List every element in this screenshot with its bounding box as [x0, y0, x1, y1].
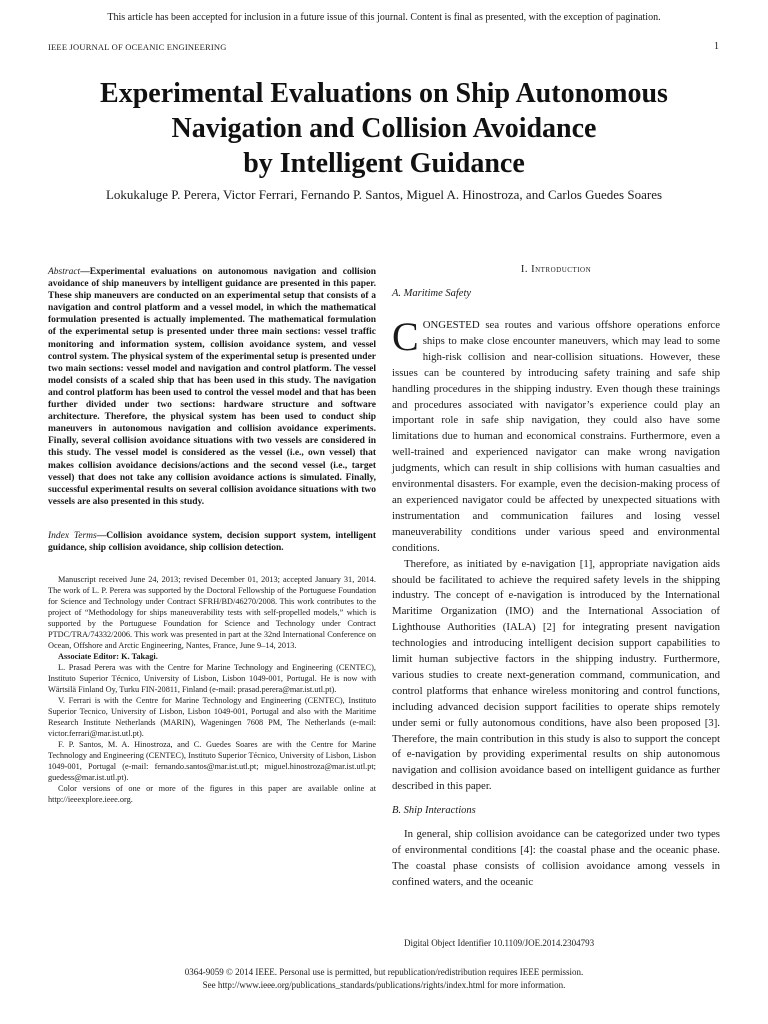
doi: Digital Object Identifier 10.1109/JOE.2014.2304793: [404, 938, 595, 948]
paper-title: [40, 76, 728, 181]
index-terms: [48, 530, 376, 554]
ferrari-affiliation: V. Ferrari is with the Centre for Marine Technology and Engineering (CENTEC), Instituto Superior Tecnico, University of Lisbon, Lisbon 1049-001, Portugal and also with the Maritime Research Institute Netherlands (MARIN), Wageningen 7608 PM, The Netherlands (e-mail: victor.ferrari@mar.ist.utl.pt).: [48, 696, 376, 739]
color-figures-note: Color versions of one or more of the figures in this paper are available online at http://ieeexplore.ieee.org.: [48, 784, 376, 805]
intro-paragraph-3: In general, ship collision avoidance can be categorized under two types of environmental conditions [4]: the coastal phase and the oceanic phase. The coastal phase consists of collision avoidance among vessels in confined waters, and the oceanic: [392, 828, 720, 888]
associate-editor-note: Associate Editor: K. Takagi.: [58, 652, 158, 662]
introduction-body: [392, 314, 720, 891]
index-terms-text: —Collision avoidance system, decision support system, intelligent guidance, ship collision avoidance, ship collision detection.: [48, 530, 377, 553]
author-footnotes: [48, 574, 376, 805]
first-word-rest: ONGESTED: [422, 319, 480, 331]
right-column: [392, 264, 720, 891]
title-line-3: by Intelligent Guidance: [243, 148, 525, 179]
abstract-label: Abstract: [48, 267, 81, 277]
subsection-maritime-safety: A. Maritime Safety: [392, 288, 472, 299]
perera-affiliation: L. Prasad Perera was with the Centre for Marine Technology and Engineering (CENTEC), Instituto Superior Técnico, University of Lisbon, Lisbon 1049-001, Portugal. He is now with Wärtsilä Finland Oy, Turku FIN-20811, Finland (e-mail: prasad.perera@mar.ist.utl.pt).: [48, 663, 376, 695]
intro-paragraph-2: Therefore, as initiated by e-navigation [1], appropriate navigation aids should be facilitated to achieve the required safety levels in the shipping industry. The concept of e-navigation is introduced by the International Maritime Organization (IMO) and the International Association of Lighthouse Authorities (IALA) [2] for integrating present navigation technologies and introducing intelligent decision support capabilities to limit human subjective factors in the shipping industry. Furthermore, various studies to create next-generation command, communication, and control platforms that enhance wireless monitoring and control functions, including advanced decision support facilities to operate ships remotely under semi or fully autonomous conditions, have also been proposed [3]. Therefore, the main contribution in this study is also to support the concept of e-navigation by providing experimental results on ship autonomous navigation and collision avoidance based on intelligent guidance as further described in this paper.: [392, 557, 720, 793]
drop-cap: C: [392, 314, 419, 359]
title-line-1: Experimental Evaluations on Ship Autonomous: [100, 78, 668, 109]
section-heading-introduction: [392, 264, 720, 275]
coauthors-affiliation: F. P. Santos, M. A. Hinostroza, and C. Guedes Soares are with the Centre for Marine Technology and Engineering (CENTEC), Instituto Superior Técnico, University of Lisbon, Lisbon 1049-001, Portugal (e-mail: fernando.santos@mar.ist.utl.pt; miguel.hinostroza@mar.ist.utl.pt; guedess@mar.ist.utl.pt).: [48, 740, 376, 783]
paragraph-1-text: sea routes and various offshore operations enforce ships to make close encounter maneuvers, which may lead to some high-risk collision and near-collision situations. However, these issues can be countered by introducing safety training and safe ship handling procedures in the shipping industry. Even though these trainings and procedures associated with navigator’s experience could play an important role in safe ship navigation, they could also have some limitations due to human and economical constrains. Furthermore, even a well-trained and experienced navigator can make wrong navigation judgments, which can result in ship collisions with human casualties and environmental disasters. For example, even the decision-making process of an experienced navigator could be affected by unexpected situations with instrumentation and communication failures and losing vessel maneuverability conditions under various speed and environmental conditions.: [392, 319, 720, 554]
rights-line: See http://www.ieee.org/publications_standards/publications/rights/index.html for more information.: [202, 980, 566, 990]
intro-paragraph-1: [392, 314, 720, 557]
author-list: Lokukaluge P. Perera, Victor Ferrari, Fernando P. Santos, Miguel A. Hinostroza, and Carlos Guedes Soares: [105, 187, 663, 202]
section-numeral: I.: [520, 264, 532, 275]
subsection-ship-interactions: B. Ship Interactions: [392, 805, 476, 817]
index-terms-label: Index Terms: [48, 530, 97, 541]
page-number: 1: [714, 41, 719, 52]
left-column: [48, 266, 376, 805]
abstract: [48, 266, 376, 508]
copyright-line: 0364-9059 © 2014 IEEE. Personal use is permitted, but republication/redistribution requires IEEE permission.: [184, 967, 584, 977]
acceptance-notice: This article has been accepted for inclusion in a future issue of this journal. Content is final as presented, with the exception of pagination.: [107, 12, 661, 23]
abstract-text: —Experimental evaluations on autonomous navigation and collision avoidance of ship maneuvers by intelligent guidance are presented in this paper. These ship maneuvers are conducted on an experimental setup that consists of a navigation and control platform and a vessel model, in which the mathematical formulation presented is actually implemented. The mathematical formulation of the experimental setup is presented under three main sections: vessel traffic monitoring and information system, collision avoidance system, and vessel control system. The physical system of the experimental setup is presented under two main sections: vessel model and navigation and control platform. The vessel model consists of a scaled ship that has been used in this study. The navigation and control platform has been used to control the vessel model and that has been further divided under two sections: hardware structure and software architecture. Therefore, the physical system has been used to conduct ship maneuvers in autonomous navigation and collision avoidance experiments. Finally, several collision avoidance situations with two vessels are considered in this study. The vessel model is considered as the vessel (i.e., own vessel) that makes collision avoidance decisions/actions and the second vessel (i.e., target vessel) that does not take any collision avoidance actions is simulated. Finally, successful experimental results on several collision avoidance situations with two vessels are also presented in this study.: [48, 267, 376, 507]
journal-running-head: IEEE JOURNAL OF OCEANIC ENGINEERING: [48, 42, 227, 52]
title-line-2: Navigation and Collision Avoidance: [171, 113, 597, 144]
section-title: Introduction: [531, 264, 592, 275]
manuscript-note: Manuscript received June 24, 2013; revised December 01, 2013; accepted January 31, 2014. The work of L. P. Perera was supported by the Doctoral Fellowship of the Portuguese Foundation for Science and Technology under Contract SFRH/BD/46270/2008. This work contributes to the project of “Methodology for ships maneuverability tests with self-propelled models,” which is supported by the Portuguese Foundation for Science and Technology under Contract PTDC/TRA/74332/2006. This work was presented in part at the 32nd International Conference on Ocean, Offshore and Arctic Engineering, Nantes, France, June 9–14, 2013.: [48, 575, 376, 651]
copyright-footer: [0, 966, 768, 992]
